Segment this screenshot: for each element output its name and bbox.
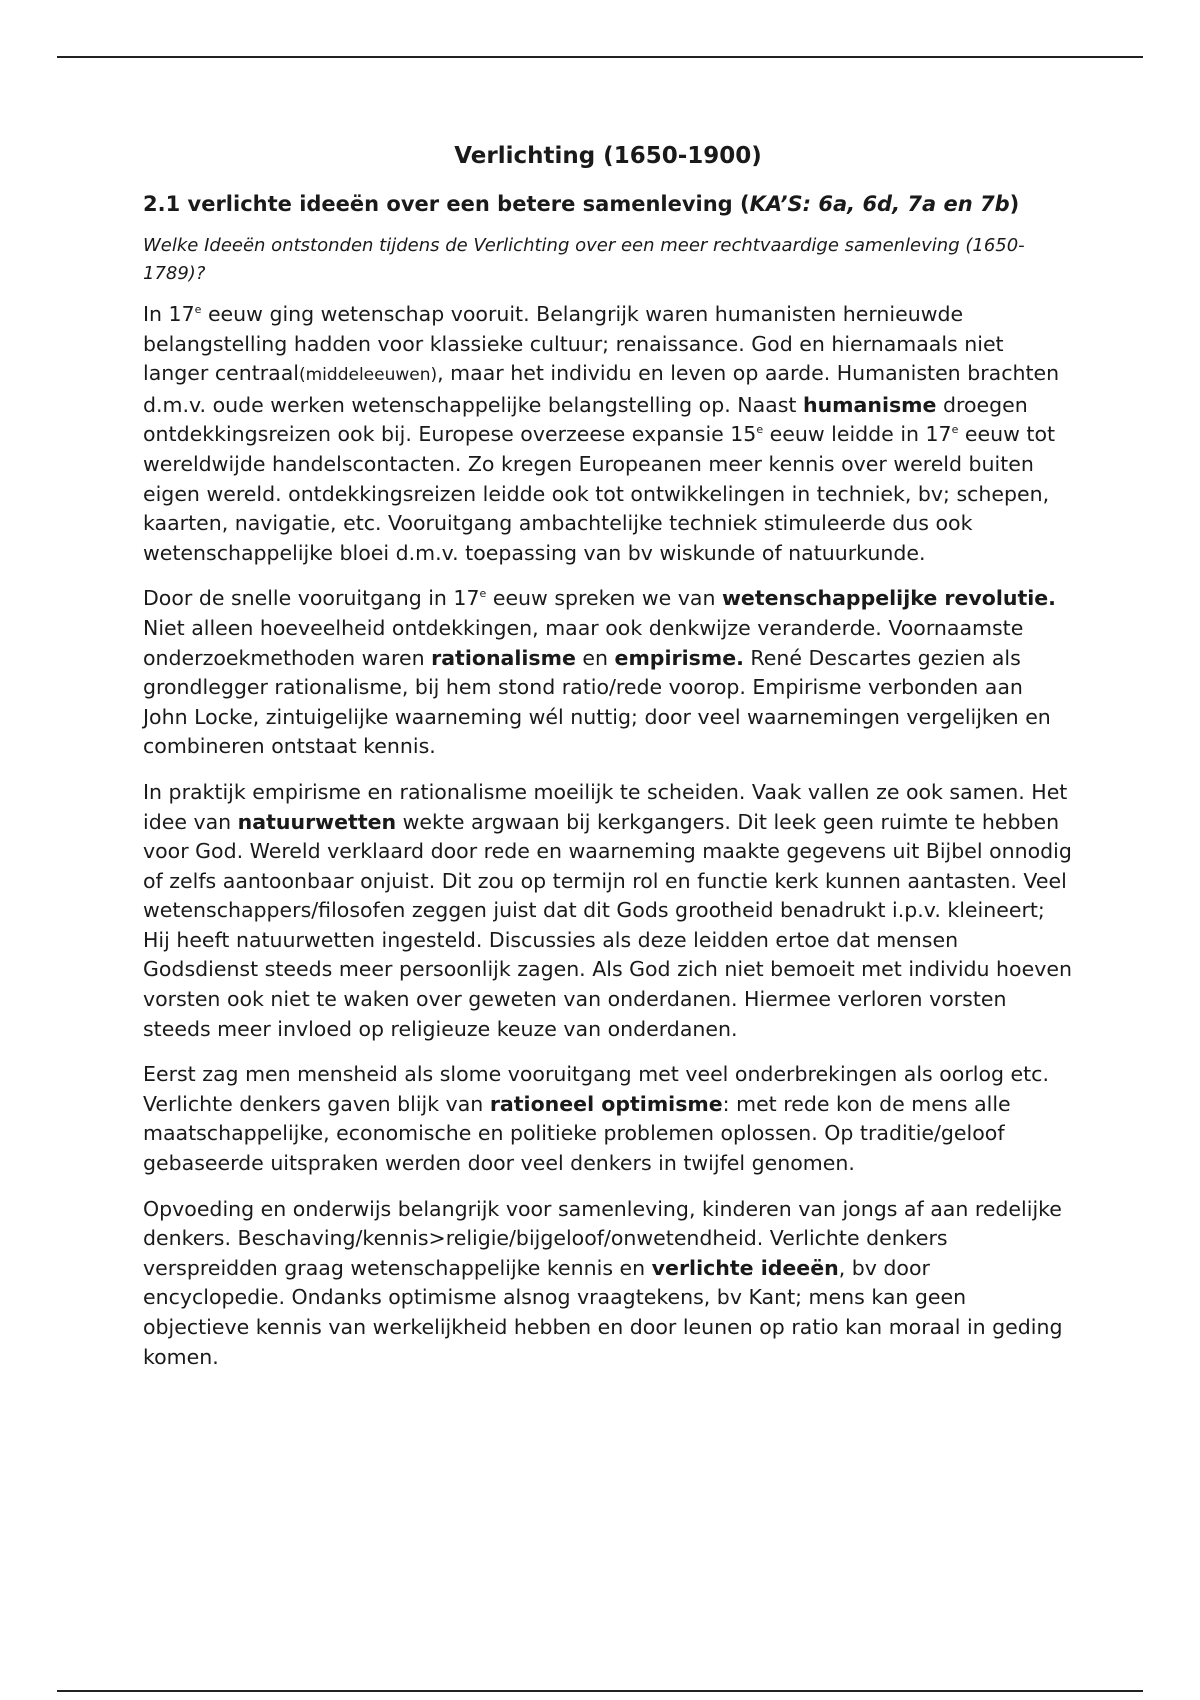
keyword-verlichte-ideeen: verlichte ideeën: [651, 1255, 839, 1280]
superscript: e: [194, 303, 202, 317]
superscript: e: [756, 423, 764, 437]
page-title: Verlichting (1650-1900): [454, 143, 762, 169]
keyword-empirisme: empirisme.: [614, 645, 744, 670]
keyword-natuurwetten: natuurwetten: [237, 809, 397, 834]
paragraph-2: [143, 584, 1073, 762]
keyword-rationalisme: rationalisme: [431, 645, 576, 670]
text: eeuw spreken we van: [486, 586, 722, 611]
bottom-rule: [57, 1690, 1143, 1692]
guiding-question: Welke Ideeën ontstonden tijdens de Verlichting over een meer rechtvaardige samenleving (1650-1789)?: [143, 235, 1025, 284]
text: en: [575, 645, 615, 670]
text: eeuw ging wetenschap vooruit. Belangrijk waren humanisten hernieuwde belangstelling hadden voor klassieke cultuur; renaissance. God en hiernamaals niet langer centraal: [143, 302, 1004, 386]
section-close: ): [1009, 192, 1020, 216]
text: Eerst zag men mensheid als slome vooruitgang met veel onderbrekingen als oorlog etc. Verlichte denkers gaven blijk van: [143, 1062, 1049, 1116]
text: eeuw tot wereldwijde handelscontacten. Zo kregen Europeanen meer kennis over wereld buiten eigen wereld. ontdekkingsreizen leidde ook tot ontwikkelingen in techniek, bv; schepen, kaarten, navigatie, etc. Vooruitgang ambachtelijke techniek stimuleerde dus ook wetenschappelijke bloei d.m.v. toepassing van bv wiskunde of natuurkunde.: [143, 422, 1056, 565]
paragraph-3: [143, 778, 1073, 1044]
paragraph-4: [143, 1060, 1073, 1178]
text: , maar het individu en leven op aarde. Humanisten brachten d.m.v. oude werken wetenschappelijke belangstelling op. Naast: [143, 361, 1060, 417]
section-title: 2.1 verlichte ideeën over een betere samenleving (: [143, 192, 750, 216]
text: droegen ontdekkingsreizen ook bij. Europese overzeese expansie 15: [143, 392, 1028, 447]
text: René Descartes gezien als grondlegger rationalisme, bij hem stond ratio/rede voorop. Empirisme verbonden aan John Locke, zintuigelijke waarneming wél nuttig; door veel waarnemingen vergelijken en combineren ontstaat kennis.: [143, 645, 1051, 759]
text: wekte argwaan bij kerkgangers. Dit leek geen ruimte te hebben voor God. Wereld verklaard door rede en waarneming maakte gegevens uit Bijbel onnodig of zelfs aantoonbaar onjuist. Dit zou op termijn rol en functie kerk kunnen aantasten. Veel wetenschappers/filosofen zeggen juist dat dit Gods grootheid benadrukt i.p.v. kleineert; Hij heeft natuurwetten ingesteld. Discussies als deze leidden ertoe dat mensen Godsdienst steeds meer persoonlijk zagen. Als God zich niet bemoeit met individu hoeven vorsten ook niet te waken over geweten van onderdanen. Hiermee verloren vorsten steeds meer invloed op religieuze keuze van onderdanen.: [143, 809, 1072, 1041]
top-rule: [57, 56, 1143, 58]
paragraph-1: [143, 300, 1073, 568]
text: : met rede kon de mens alle maatschappelijke, economische en politieke problemen oplossen. Op traditie/geloof gebaseerde uitspraken werden door veel denkers in twijfel genomen.: [143, 1091, 1011, 1176]
text: , bv door encyclopedie. Ondanks optimisme alsnog vraagtekens, bv Kant; mens kan geen objectieve kennis van werkelijkheid hebben en door leunen op ratio kan moraal in geding komen.: [143, 1255, 1063, 1369]
text: In 17: [143, 302, 195, 326]
text: Opvoeding en onderwijs belangrijk voor samenleving, kinderen van jongs af aan redelijke denkers. Beschaving/kennis>religie/bijgeloof/onwetendheid. Verlichte denkers verspreidden graag wetenschappelijke kennis en: [143, 1196, 1062, 1280]
keyword-humanisme: humanisme: [802, 392, 937, 417]
ka-references: KA’S: 6a, 6d, 7a en 7b: [749, 192, 1010, 216]
text: Niet alleen hoeveelheid ontdekkingen, maar ook denkwijze veranderde. Voornaamste onderzoekmethoden waren: [143, 615, 1024, 670]
section-heading: [143, 190, 1073, 218]
text: eeuw leidde in 17: [763, 422, 952, 447]
text: Door de snelle vooruitgang in 17: [143, 586, 480, 611]
document-body: [143, 140, 1073, 1388]
superscript: e: [479, 587, 487, 601]
superscript: e: [951, 423, 959, 437]
paragraph-5: [143, 1195, 1073, 1373]
keyword-wetenschappelijke-revolutie: wetenschappelijke revolutie.: [721, 586, 1056, 611]
small-text: (middeleeuwen): [298, 365, 438, 386]
text: In praktijk empirisme en rationalisme moeilijk te scheiden. Vaak vallen ze ook samen. Het idee van: [143, 779, 1068, 834]
keyword-rationeel-optimisme: rationeel optimisme: [489, 1091, 723, 1116]
